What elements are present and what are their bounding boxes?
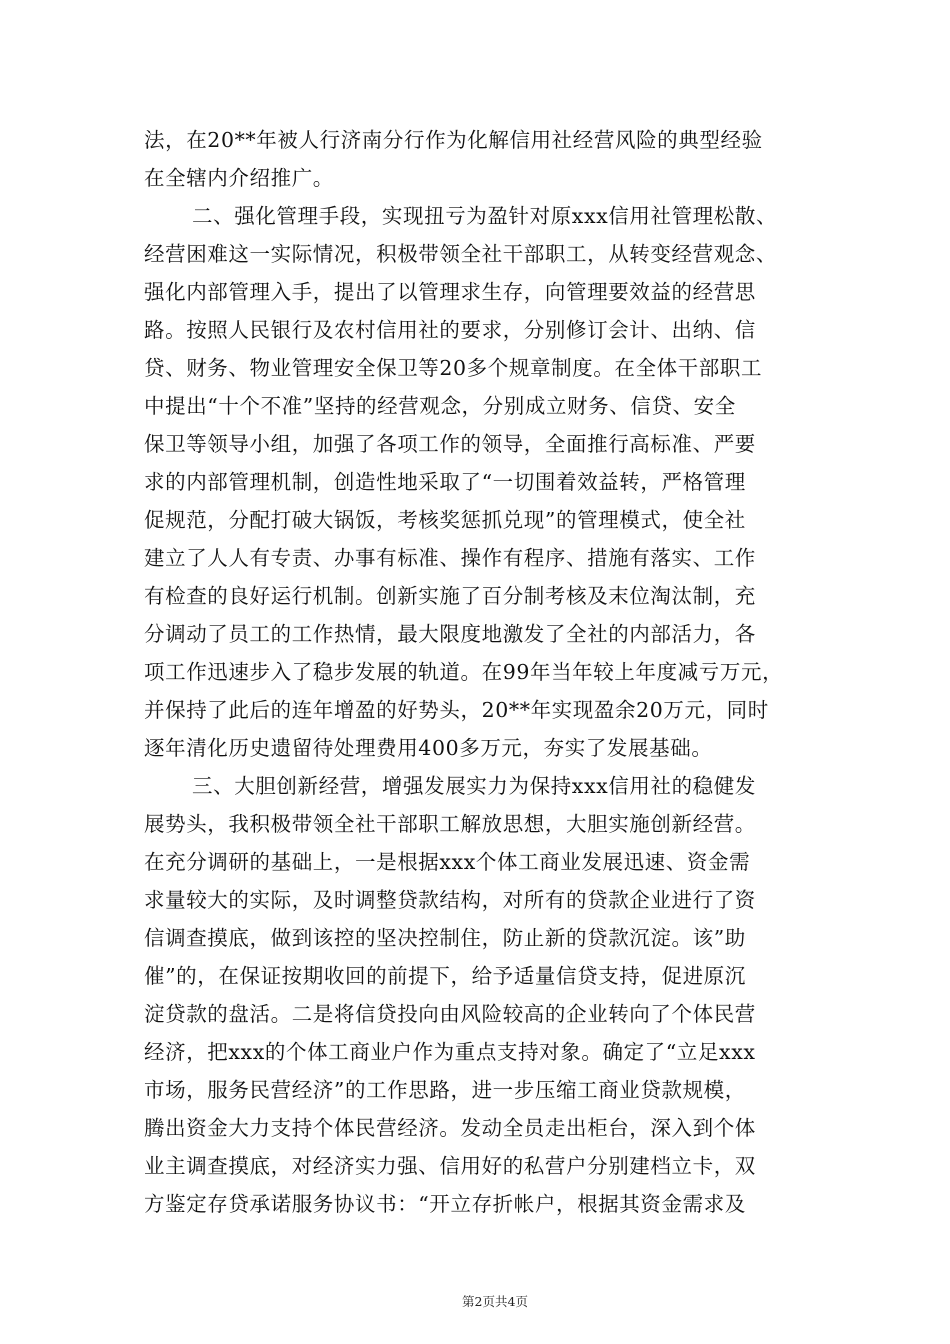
text-line: 信调查摸底，做到该控的坚决控制住，防止新的贷款沉淀。该”助 (144, 926, 746, 950)
text-line: 促规范，分配打破大锅饭，考核奖惩抓兑现”的管理模式，使全社 (144, 508, 746, 532)
text-line: 路。按照人民银行及农村信用社的要求，分别修订会计、出纳、信 (144, 318, 756, 342)
text-line: 经济，把xxx的个体工商业户作为重点支持对象。确定了“立足xxx (144, 1040, 756, 1064)
text-line: 项工作迅速步入了稳步发展的轨道。在99年当年较上年度减亏万元， (144, 660, 784, 684)
text-line: 求的内部管理机制，创造性地采取了“一切围着效益转，严格管理 (144, 470, 746, 494)
text-line: 有检查的良好运行机制。创新实施了百分制考核及末位淘汰制，充 (144, 584, 756, 608)
document-body (144, 121, 814, 1223)
text-line: 方鉴定存贷承诺服务协议书：“开立存折帐户，根据其资金需求及 (144, 1192, 746, 1216)
text-line: 逐年清化历史遗留待处理费用400多万元，夯实了发展基础。 (144, 736, 713, 760)
page-number-footer: 第2页共4页 (462, 1294, 528, 1309)
text-line: 催”的，在保证按期收回的前提下，给予适量信贷支持，促进原沉 (144, 964, 746, 988)
text-line: 腾出资金大力支持个体民营经济。发动全员走出柜台，深入到个体 (144, 1116, 756, 1140)
text-line: 强化内部管理入手，提出了以管理求生存，向管理要效益的经营思 (144, 280, 756, 304)
text-line: 分调动了员工的工作热情，最大限度地激发了全社的内部活力，各 (144, 622, 756, 646)
text-line: 展势头，我积极带领全社干部职工解放思想，大胆实施创新经营。 (144, 812, 756, 836)
text-line: 并保持了此后的连年增盈的好势头，20**年实现盈余20万元，同时 (144, 698, 769, 722)
text-line: 求量较大的实际，及时调整贷款结构，对所有的贷款企业进行了资 (144, 888, 756, 912)
text-line: 保卫等领导小组，加强了各项工作的领导，全面推行高标准、严要 (144, 432, 756, 456)
text-line: 淀贷款的盘活。二是将信贷投向由风险较高的企业转向了个体民营 (144, 1002, 756, 1026)
text-line: 法，在20**年被人行济南分行作为化解信用社经营风险的典型经验 (144, 128, 763, 152)
text-line: 中提出“十个不准”坚持的经营观念，分别成立财务、信贷、安全 (144, 394, 736, 418)
text-line: 业主调查摸底，对经济实力强、信用好的私营户分别建档立卡，双 (144, 1154, 756, 1178)
text-line: 经营困难这一实际情况，积极带领全社干部职工，从转变经营观念、 (144, 242, 777, 266)
section-heading-line: 三、大胆创新经营，增强发展实力为保持xxx信用社的稳健发 (192, 774, 756, 798)
text-line: 建立了人人有专责、办事有标准、操作有程序、措施有落实、工作 (144, 546, 756, 570)
text-line: 在全辖内介绍推广。 (144, 166, 334, 190)
text-line: 贷、财务、物业管理安全保卫等20多个规章制度。在全体干部职工 (144, 356, 763, 380)
section-heading-line: 二、强化管理手段，实现扭亏为盈针对原xxx信用社管理松散、 (192, 204, 778, 228)
text-line: 市场，服务民营经济”的工作思路，进一步压缩工商业贷款规模， (144, 1078, 746, 1102)
text-line: 在充分调研的基础上，一是根据xxx个体工商业发展迅速、资金需 (144, 850, 751, 874)
